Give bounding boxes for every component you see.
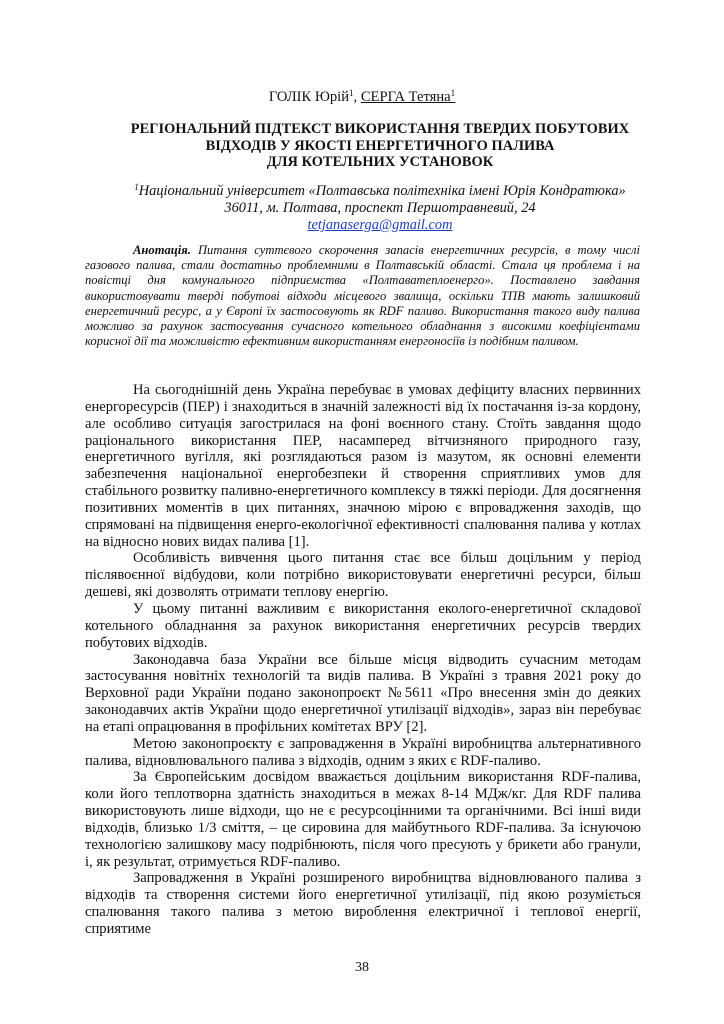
body-paragraph: Запровадження в Україні розширеного виробництва відновлюваного палива з відходів та створення системи його енергетичної утилізації, під якою розуміється спалювання такого палива з метою вироблення електричної і теплової енергії, сприятиме	[85, 870, 641, 937]
affiliation-institution: Національний університет «Полтавська політехніка імені Юрія Кондратюка»	[138, 183, 626, 199]
body-paragraph: У цьому питанні важливим є використання еколого-енергетичної складової котельного обладнання за рахунок використання енергетичних ресурсів твердих побутових відходів.	[85, 600, 641, 651]
affiliation-mark: 1	[134, 182, 139, 192]
body-paragraph: Законодавча база України все більше місця відводить сучасним методам застосування новітніх технологій та видів палива. В Україні з травня 2021 року до Верховної ради України подано законопроєкт №5611 «Про внесення змін до деяких законодавчих актів України щодо енергетичної утилізації відходів», зараз він перебуває на етапі опрацювання в профільних комітетах ВРУ [2].	[85, 651, 641, 735]
body-paragraph: За Європейським досвідом вважається доцільним використання RDF-палива, коли його теплотворна здатність знаходиться в межах 8-14 МДж/кг. Для RDF палива використовують лише відходи, що не є ресурсоцінними та органічними. Всі інші види відходів, близько 1/3 сміття, – це сировина для майбутнього RDF-палива. За існуючою технологією залишкову масу подрібнюють, після чого пресують у брикети або гранули, і, як результат, отримується RDF-паливо.	[85, 769, 641, 870]
author-separator: ,	[353, 89, 361, 105]
author-line	[0, 88, 724, 106]
author-1-name: ГОЛІК Юрій	[268, 89, 350, 105]
affiliation-block	[80, 179, 680, 234]
author-email-link[interactable]: tetjanaserga@gmail.com	[307, 217, 453, 233]
body-paragraph: Метою законопроєкту є запровадження в Україні виробництва альтернативного палива, відновлювального палива з відходів, одним з яких є RDF-паливо.	[85, 735, 641, 769]
body-paragraph: Особливість вивчення цього питання стає все більш доцільним у період післявоєнної відбудови, коли потрібно використовувати енергетичні ресурси, більш дешеві, які дозволять отримати теплову енергію.	[85, 550, 641, 601]
page-number: 38	[355, 960, 369, 975]
author-1-affiliation-mark: 1	[349, 88, 354, 98]
title-line: РЕГІОНАЛЬНИЙ ПІДТЕКСТ ВИКОРИСТАННЯ ТВЕРДИХ ПОБУТОВИХ	[130, 121, 630, 137]
abstract-text: Питання суттєвого скорочення запасів енергетичних ресурсів, в тому числі газового палива, стали достатньо проблемними в Полтавській області. Стала ця проблема і на повістці дня комунального підприємства «Полтаватеплоенерго». Поставлено завдання використовувати тверді побутові відходи місцевого звалища, оскільки ТПВ мають залишковий енергетичний ресурс, а у Європі їх застосовують як RDF паливо. Використання такого виду палива можливо за рахунок застосування сучасного котельного обладнання з високими коефіцієнтами корисної дії та можливістю ефективним використанням енергоносіїв із подібним паливом.	[85, 243, 640, 349]
body-paragraph: На сьогоднішній день Україна перебуває в умовах дефіциту власних первинних енергоресурсів (ПЕР) і знаходиться в значній залежності від їх постачання із-за кордону, але особливо ситуація загострилася на фоні воєнного стану. Стоїть завдання щодо раціонального використання ПЕР, насамперед вітчизняного природного газу, енергетичного вугілля, які розглядаються разом із мазутом, як основні елементи забезпечення національної енергобезпеки й створення сприятливих умов для стабільного розвитку паливно-енергетичного комплексу в тяжкі періоди. Для досягнення позитивних моментів в цих питаннях, значною мірою є впровадження заходів, що спрямовані на підвищення енерго-екологічної ефективності спалювання палива у котлах на відносно нових видах палива [1].	[85, 382, 641, 550]
author-2-affiliation-mark: 1	[450, 88, 456, 98]
paper-title	[100, 121, 660, 171]
author-2-name: СЕРГА Тетяна	[360, 89, 451, 105]
affiliation-institution-line	[80, 179, 680, 200]
title-line: ДЛЯ КОТЕЛЬНИХ УСТАНОВОК	[266, 154, 494, 170]
abstract-paragraph	[85, 243, 640, 349]
affiliation-address: 36011, м. Полтава, проспект Першотравневий, 24	[224, 200, 536, 216]
body-text	[85, 382, 641, 938]
abstract-label: Анотація.	[133, 243, 191, 257]
abstract	[85, 243, 640, 349]
title-line: ВІДХОДІВ У ЯКОСТІ ЕНЕРГЕТИЧНОГО ПАЛИВА	[205, 137, 555, 154]
